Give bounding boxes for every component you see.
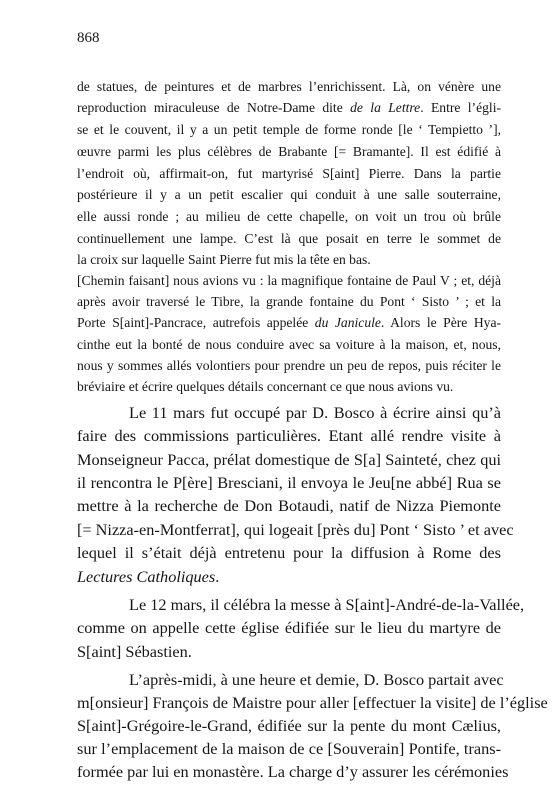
text-line: l’endroit où, affirmait-on, fut martyrisé S[aint] Pierre. Dans la partie (77, 166, 501, 181)
text-line: formée par lui en monastère. La charge d’y assurer les cérémonies (77, 762, 509, 781)
text-line: Lectures Catholiques. (77, 567, 220, 586)
text-line: faire des commissions particulières. Etant allé rendre visite à (77, 426, 501, 445)
text-line: S[aint] Sébastien. (77, 642, 192, 661)
text-line: Porte S[aint]-Pancrace, autrefois appelée du Janicule. Alors le Père Hya- (77, 315, 501, 330)
text-line: bréviaire et écrire quelques détails concernant ce que nous avions vu. (77, 379, 454, 394)
text-line: après avoir traversé le Tibre, la grande fontaine du Pont ‘ Sisto ’ ; et la (77, 294, 501, 309)
text-line: se et le couvent, il y a un petit temple de forme ronde [le ‘ Tempietto ’], (77, 122, 501, 137)
text-line: mettre à la recherche de Don Botaudi, natif de Nizza Piemonte (77, 496, 501, 515)
text-line: [Chemin faisant] nous avions vu : la magnifique fontaine de Paul V ; et, déjà (77, 273, 501, 288)
text-line: il rencontra le P[ère] Bresciani, il envoya le Jeu[ne abbé] Rua se (77, 473, 501, 492)
text-line: reproduction miraculeuse de Notre-Dame dite de la Lettre. Entre l’égli- (77, 100, 501, 115)
text-line: œuvre parmi les plus célèbres de Brabante [= Bramante]. Il est édifié à (77, 144, 501, 159)
text-line: [= Nizza-en-Montferrat], qui logeait [près du] Pont ‘ Sisto ’ et avec (77, 520, 514, 539)
text-line: L’après-midi, à une heure et demie, D. Bosco partait avec (129, 670, 504, 689)
text-line: la croix sur laquelle Saint Pierre fut mis la tête en bas. (77, 252, 371, 267)
page-number: 868 (77, 30, 100, 46)
text-line: sur l’emplacement de la maison de ce [Souverain] Pontife, trans- (77, 739, 501, 758)
text-line: comme on appelle cette église édifiée sur le lieu du martyre de (77, 618, 501, 637)
text-line: S[aint]-Grégoire-le-Grand, édifiée sur la pente du mont Cælius, (77, 716, 501, 735)
text-line: Le 12 mars, il célébra la messe à S[aint]-André-de-la-Vallée, (129, 595, 525, 614)
text-line: Le 11 mars fut occupé par D. Bosco à écrire ainsi qu’à (129, 403, 501, 422)
text-line: de statues, de peintures et de marbres l’enrichissent. Là, on vénère une (77, 79, 501, 94)
text-line: postérieure il y a un petit escalier qui conduit à une salle souterraine, (77, 187, 501, 202)
text-line: nous y sommes allés volontiers pour prendre un peu de repos, puis réciter le (77, 358, 501, 373)
text-line: continuellement une lampe. C’est là que posait en terre le sommet de (77, 231, 501, 246)
text-line: m[onsieur] François de Maistre pour aller [effectuer la visite] de l’église (77, 693, 548, 712)
text-line: elle aussi ronde ; au milieu de cette chapelle, on voit un trou où brûle (77, 209, 501, 224)
text-line: lequel il s’était déjà entretenu pour la diffusion à Rome des (77, 543, 501, 562)
text-line: cinthe eut la bonté de nous conduire avec sa voiture à la maison, et, nous, (77, 337, 501, 352)
text-line: Monseigneur Pacca, prélat domestique de S[a] Sainteté, chez qui (77, 450, 501, 469)
